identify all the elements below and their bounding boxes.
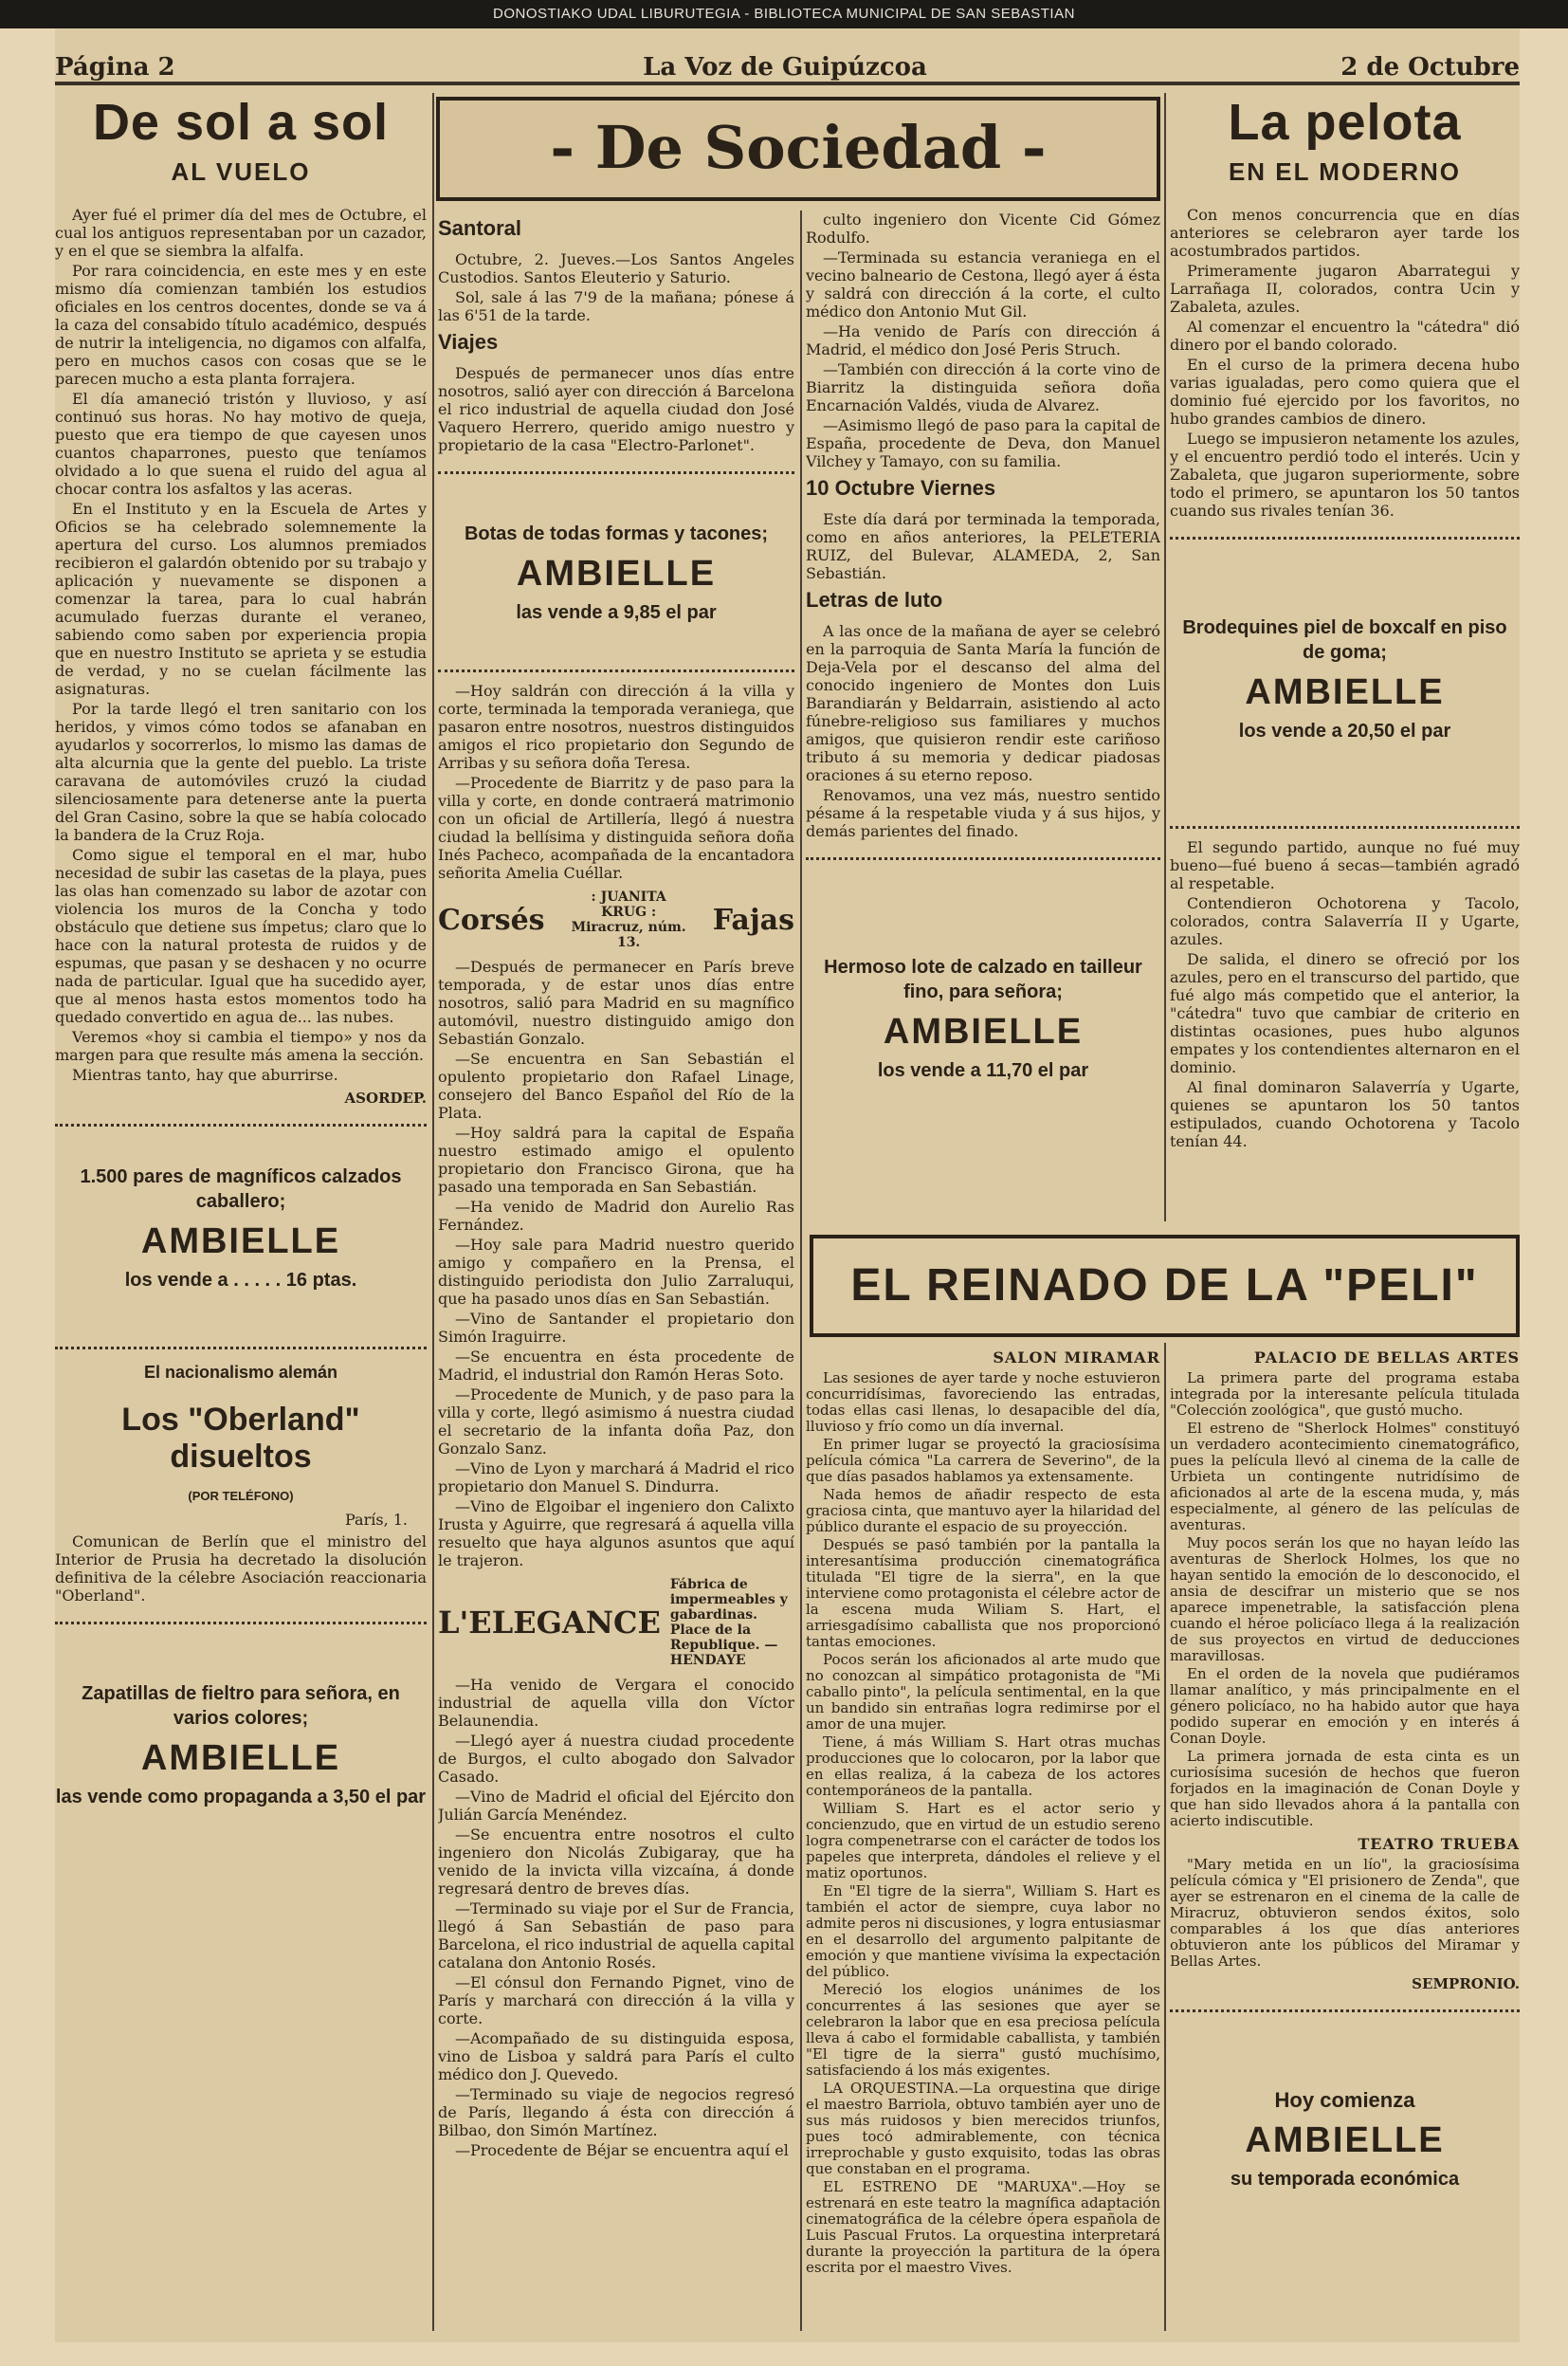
paragraph: —Llegó ayer á nuestra ciudad procedente de Burgos, el culto abogado don Salvador Casado.	[438, 1732, 794, 1786]
news-title: Los "Oberland" disueltos	[121, 1402, 360, 1475]
paragraph: —Procedente de Munich, y de paso para la villa y corte, llegó asimismo á nuestra ciudad el secretario de la infanta doña Paz, don Gonzalo Sanz.	[438, 1385, 794, 1458]
paragraph: En el curso de la primera decena hubo varias igualadas, pero como quiera que el dominio fué ejercido por los favoritos, no hubo grandes cambios de dinero.	[1170, 356, 1520, 428]
ad-fajas: Fajas	[712, 903, 794, 937]
paragraph: Mereció los elogios unánimes de los concurrentes á las sesiones que ayer se celebraron la labor que en esa preciosa película lleva á cabo el formidable caballista, y también "El tigre de la sierra" gustó muchísimo, satisfaciendo á los más exigentes.	[806, 1981, 1160, 2079]
news-body: Comunican de Berlín que el ministro del Interior de Prusia ha decretado la disolución definitiva de la célebre Asociación reaccionaria "Oberland".	[55, 1532, 427, 1605]
ad-text: Hermoso lote de calzado en tailleur fino, para señora;	[824, 957, 1142, 1002]
paragraph: A las once de la mañana de ayer se celebró en la parroquia de Santa María la función de Deja-Vela por el descanso del alma del conocido ingeniero de Montes don Luis Barandiarán y Beldarrain, asistiendo al acto fúnebre-religioso sus familiares y muchos amigos, que quisieron rendir este cariñoso tributo á su memoria y dedicar piadosas oraciones á su eterno reposo.	[806, 622, 1160, 784]
elegance-ad	[438, 1577, 794, 1668]
section-heading-octubre: 10 Octubre Viernes	[806, 476, 996, 500]
paragraph: —Vino de Elgoibar el ingeniero don Calixto Irusta y Aguirre, que regresará á aquella villa resuelto que haya algunos asuntos que aquí le trajeron.	[438, 1497, 794, 1569]
divider	[55, 1116, 427, 1127]
section-heading-luto: Letras de luto	[806, 588, 943, 612]
paragraph: Mientras tanto, hay que aburrirse.	[72, 1066, 338, 1084]
corses-ad	[438, 890, 794, 950]
paragraph: William S. Hart es el actor serio y concienzudo, que en virtud de un estudio sereno logra compenetrarse con el carácter de todos los papeles que interpreta, dándoles el relieve y el matiz oportunos.	[806, 1800, 1160, 1881]
paragraph: La primera jornada de esta cinta es un curiosísima sucesión de hechos que fueron forjados en la imaginación de Conan Doyle y que han sido llevados ahora á la pantalla con acierto indiscutible.	[1170, 1748, 1520, 1829]
paragraph: —Terminado su viaje por el Sur de Francia, llegó á San Sebastián de paso para Barcelona, el rico industrial de aquella capital catalana don Antonio Rosés.	[438, 1899, 794, 1972]
ad-brand: AMBIELLE	[140, 1738, 341, 1778]
paragraph: Nada hemos de añadir respecto de esta graciosa cinta, que mantuvo ayer la hilaridad del público durante el espacio de su proyección.	[806, 1486, 1160, 1535]
ad-price: las vende a 9,85 el par	[516, 602, 717, 623]
paragraph: Luego se impusieron netamente los azules, y el encuentro perdió todo el interés. Ucin y Zabaleta, que jugaron superiormente, sobre todo el primero, se apuntaron los 50 tantos cuando sus rivales tenían 36.	[1170, 430, 1520, 520]
paragraph: En "El tigre de la sierra", William S. Hart es también el actor de siempre, cuya labor no admite peros ni discusiones, y logra entusiasmar en el desarrollo del argumento palpitante de emoción y que mantiene vivísima la expectación del público.	[806, 1882, 1160, 1980]
newspaper-page	[55, 28, 1520, 2342]
ad-brand: AMBIELLE	[516, 554, 717, 594]
masthead	[55, 44, 1520, 82]
divider	[1170, 2002, 1520, 2012]
ad-brand: AMBIELLE	[140, 1221, 341, 1261]
divider	[438, 662, 794, 672]
paragraph: —Terminada su estancia veraniega en el vecino balneario de Cestona, llegó ayer á ésta y saldrá con dirección á la corte, el culto médico don Antonio Mut Gil.	[806, 248, 1160, 321]
paragraph: Este día dará por terminada la temporada, como en años anteriores, la PELETERIA RUIZ, del Bulevar, ALAMEDA, 2, San Sebastián.	[806, 510, 1160, 582]
paragraph: El día amaneció tristón y lluvioso, y así continuó sus horas. No hay motivo de queja, puesto que era tiempo de que cayesen unos cuantos chaparrones, puesto que teníamos olvidado a lo que suena el ruido del agua al chocar contra los asfaltos y las aceras.	[55, 390, 427, 498]
paragraph: —Ha venido de París con dirección á Madrid, el médico don José Peris Struch.	[806, 322, 1160, 358]
paragraph: —También con dirección á la corte vino de Biarritz la distinguida señora doña Encarnación Valdés, viuda de Alvarez.	[806, 360, 1160, 414]
column-peli-miramar	[806, 1343, 1160, 2331]
divider	[1170, 818, 1520, 829]
ad-text: 1.500 pares de magníficos calzados caballero;	[80, 1166, 402, 1212]
section-heading-santoral: Santoral	[438, 216, 522, 240]
ad-corses-shop: : JUANITA KRUG : Miracruz, núm. 13.	[571, 890, 686, 950]
paragraph: —Ha venido de Vergara el conocido industrial de aquella villa don Víctor Belaunendia.	[438, 1676, 794, 1730]
paragraph: —Después de permanecer en París breve temporada, y de estar unos días entre nosotros, salió para Madrid en su magnífico automóvil, nuestro distinguido amigo don Sebastián Gonzalo.	[438, 958, 794, 1048]
paragraph: —Se encuentra entre nosotros el culto ingeniero don Nicolás Zubigaray, que ha venido de la invicta villa vizcaína, á donde regresará dentro de breves días.	[438, 1825, 794, 1898]
paragraph: En el Instituto y en la Escuela de Artes y Oficios se ha celebrado solemnemente la apertura del curso. Los alumnos premiados recibieron el galardón obtenido por su trabajo y aplicación y nuevamente se disponen a comenzar la tarea, para lo cual habrán acumulado fuerzas durante el veraneo, sabiendo como saben por experiencia propia que en nuestro Instituto se aprieta y se estudia de verdad, y no se cuelan fácilmente las asignaturas.	[55, 500, 427, 698]
ad-price: los vende a 11,70 el par	[877, 1060, 1089, 1081]
article-title-sol: De sol a sol	[92, 94, 390, 151]
paragraph: —Ha venido de Madrid don Aurelio Ras Fernández.	[438, 1198, 794, 1234]
paragraph: Pocos serán los aficionados al arte mudo que no conozcan al simpático protagonista de "Mi caballo pinto", la película sentimental, en la que un bandido sin entrañas logra redimirse por el amor de una mujer.	[806, 1651, 1160, 1733]
paragraph: El segundo partido, aunque no fué muy bueno—fué bueno á secas—también agradó al respetable.	[1170, 838, 1520, 892]
ad-elegance-brand: L'ELEGANCE	[438, 1605, 661, 1641]
article-subtitle-sol: AL VUELO	[171, 157, 311, 186]
paragraph: —Hoy sale para Madrid nuestro querido amigo y compañero en la Prensa, el distinguido periodista don Julio Zarraluqui, que ha pasado unos días en San Sebastián.	[438, 1236, 794, 1308]
divider	[806, 850, 1160, 860]
news-dateline: París, 1.	[345, 1511, 408, 1529]
paragraph: Por la tarde llegó el tren sanitario con los heridos, y vimos cómo todos se afanaban en ayudarlos y socorrerlos, lo mismo las damas de alta alcurnia que la gente del pueblo. La triste caravana de automóviles cruzó la ciudad silenciosamente para detenerse ante la puerta del Gran Casino, sobre la que se había colocado la bandera de la Cruz Roja.	[55, 700, 427, 844]
paragraph: Al comenzar el encuentro la "cátedra" dió dinero por el bando colorado.	[1170, 318, 1520, 354]
paragraph: En el orden de la novela que pudiéramos llamar analítico, y más principalmente en el género policíaco, no ha habido autor que haya podido superar en emoción y en interés á Conan Doyle.	[1170, 1665, 1520, 1747]
section-heading-trueba: TEATRO TRUEBA	[1358, 1835, 1520, 1853]
paragraph: —Asimismo llegó de paso para la capital de España, procedente de Deva, don Manuel Vilchey y Tamayo, con su familia.	[806, 416, 1160, 470]
paragraph: Con menos concurrencia que en días anteriores se celebraron ayer tarde los acostumbrados partidos.	[1170, 206, 1520, 260]
paragraph: Al final dominaron Salaverría y Ugarte, quienes se apuntaron los 50 tantos estipulados, cuando Ochotorena y Tacolo tenían 44.	[1170, 1078, 1520, 1150]
ad-brand: AMBIELLE	[883, 1012, 1084, 1052]
page-number: Página 2	[55, 53, 175, 82]
divider	[55, 1339, 427, 1349]
ambielle-ad-brodequines	[1170, 615, 1520, 743]
ad-price: las vende como propaganda a 3,50 el par	[55, 1787, 427, 1807]
ambielle-ad-tailleur	[806, 955, 1160, 1082]
paragraph: La primera parte del programa estaba integrada por la interesante película titulada "Colección zoológica", que gustó mucho.	[1170, 1369, 1520, 1419]
masthead-rule	[55, 82, 1520, 85]
section-heading-viajes: Viajes	[438, 330, 499, 354]
column-divider	[800, 211, 802, 2331]
news-via: (POR TELÉFONO)	[188, 1489, 294, 1503]
column-pelota	[1170, 93, 1520, 1221]
paragraph: Contendieron Ochotorena y Tacolo, colorados, contra Salaverría II y Ugarte, azules.	[1170, 894, 1520, 948]
ambielle-ad-zapatillas	[55, 1681, 427, 1808]
section-banner-sociedad: - De Sociedad -	[436, 97, 1160, 201]
ad-price: los vende a . . . . . 16 ptas.	[124, 1270, 357, 1291]
paragraph: Ayer fué el primer día del mes de Octubre, el cual los antiguos representaban por un cazador, y en el que se siembra la alfalfa.	[55, 206, 427, 260]
paragraph: Renovamos, una vez más, nuestro sentido pésame á la respetable viuda y á sus hijos, y demás parientes del finado.	[806, 786, 1160, 840]
paragraph: —Se encuentra en ésta procedente de Madrid, el industrial don Ramón Heras Soto.	[438, 1348, 794, 1384]
paragraph: Las sesiones de ayer tarde y noche estuvieron concurridísimas, favoreciendo las entradas, todas ellas casi llenas, lo desapacible del día, lluvioso y frío como un día invernal.	[806, 1369, 1160, 1435]
article-signature: ASORDEP.	[344, 1090, 427, 1107]
paragraph: —Acompañado de su distinguida esposa, vino de Lisboa y saldrá para París el culto médico don J. Quevedo.	[438, 2029, 794, 2083]
article-subtitle-pelota: EN EL MODERNO	[1228, 157, 1462, 186]
ad-text: Zapatillas de fieltro para señora, en varios colores;	[82, 1683, 400, 1729]
ad-text: Hoy comienza	[1274, 2088, 1415, 2112]
paragraph: LA ORQUESTINA.—La orquestina que dirige el maestro Barriola, obtuvo también ayer uno de sus más ruidosos y bien merecidos triunfos, pues tocó admirablemente, con técnica irreprochable y gusto exquisito, todas las obras que constaban en el programa.	[806, 2080, 1160, 2177]
divider	[1170, 529, 1520, 540]
section-heading-bellas-artes: PALACIO DE BELLAS ARTES	[1253, 1348, 1520, 1366]
ambielle-ad-temporada	[1170, 2088, 1520, 2191]
ad-corses: Corsés	[438, 903, 545, 937]
paragraph: Muy pocos serán los que no hayan leído las aventuras de Sherlock Holmes, los que no hayan sentido la emoción de lo desconocido, el ansia de descifrar un misterio que se nos aparece impenetrable, la satisfacción plena cuando el héroe policíaco llega á la realización de sus proyectos en virtud de deducciones maravillosas.	[1170, 1534, 1520, 1664]
article-signature: SEMPRONIO.	[1412, 1975, 1520, 1992]
paragraph: Como sigue el temporal en el mar, hubo necesidad de subir las casetas de la playa, pues las olas han comenzado su labor de azotar con violencia los muros de la Concha y todo obstáculo que detiene sus ímpetus; claro que lo hace con la natural protesta de ruidos y de espumas, que pasan y se deshacen y no ocurre nada de particular. Igual que ha sucedido ayer, que al menos hasta estos momentos todo ha quedado convertido en agua de... las nubes.	[55, 846, 427, 1026]
column-sociedad-a	[438, 211, 794, 2331]
ad-brand: AMBIELLE	[1245, 672, 1445, 712]
section-heading-miramar: SALON MIRAMAR	[993, 1348, 1160, 1366]
ad-text: Brodequines piel de boxcalf en piso de goma;	[1182, 617, 1507, 663]
ambielle-ad-caballero	[55, 1165, 427, 1292]
paragraph: —Hoy saldrán con dirección á la villa y corte, terminada la temporada veraniega, que pasaron entre nosotros, nuestros distinguidos amigos el rico propietario don Segundo de Arribas y su señora doña Teresa.	[438, 682, 794, 772]
paragraph: Tiene, á más William S. Hart otras muchas producciones que lo colocaron, por la labor que en ellas realiza, á la cabeza de los actores contemporáneos de la pantalla.	[806, 1733, 1160, 1799]
paragraph: De salida, el dinero se ofreció por los azules, pero en el transcurso del partido, que fué algo más competido que el anterior, la "cátedra" tuvo que cambiar de criterio en distintas ocasiones, pues hubo algunos empates y los contendientes alternaron en el dominio.	[1170, 950, 1520, 1076]
ad-brand: AMBIELLE	[1245, 2120, 1445, 2160]
paragraph: Después se pasó también por la pantalla la interesantísima producción cinematográfica titulada "El tigre de la sierra", en la que interviene como protagonista el célebre actor de la escena muda Wiliam S. Hart, el arriesgadísimo caballista que nos proporcionó tantas emociones.	[806, 1536, 1160, 1650]
archive-header: DONOSTIAKO UDAL LIBURUTEGIA - BIBLIOTECA MUNICIPAL DE SAN SEBASTIAN	[0, 0, 1568, 28]
paragraph: —Se encuentra en San Sebastián el opulento propietario don Rafael Linage, consejero del Banco Español del Río de la Plata.	[438, 1050, 794, 1122]
ad-text: Botas de todas formas y tacones;	[464, 523, 769, 544]
ad-tagline: su temporada económica	[1230, 2169, 1460, 2190]
paragraph: —Procedente de Béjar se encuentra aquí el	[455, 2141, 789, 2159]
paragraph: —Vino de Madrid el oficial del Ejército don Julián García Menéndez.	[438, 1788, 794, 1824]
paragraph: —El cónsul don Fernando Pignet, vino de París y marchará con dirección á la villa y corte.	[438, 1973, 794, 2027]
paragraph: Por rara coincidencia, en este mes y en este mismo día comienzan también los estudios oficiales en los centros docentes, donde se va á la caza del consabido título académico, después de nutrir la inteligencia, no digamos con alfalfa, pero en muchos casos con cosas que se le parecen mucho a esta planta forrajera.	[55, 262, 427, 388]
issue-date: 2 de Octubre	[1340, 53, 1520, 82]
column-sociedad-b	[806, 211, 1160, 1225]
paragraph: culto ingeniero don Vicente Cid Gómez Rodulfo.	[806, 211, 1160, 247]
ambielle-ad-botas	[438, 522, 794, 624]
paragraph: Primeramente jugaron Abarrategui y Larrañaga II, colorados, contra Ucin y Zabaleta, azules.	[1170, 262, 1520, 316]
paragraph: —Hoy saldrá para la capital de España nuestro estimado amigo el opulento propietario don Francisco Girona, que ha pasado una temporada en San Sebastián.	[438, 1124, 794, 1196]
column-sol	[55, 93, 427, 2331]
paragraph: Después de permanecer unos días entre nosotros, salió ayer con dirección á Barcelona el rico industrial de aquella ciudad don José Vaquero Herrero, querido amigo nuestro y propietario de la casa "Electro-Parlonet".	[438, 364, 794, 454]
newspaper-title: La Voz de Guipúzcoa	[643, 53, 927, 82]
column-peli-bellas-artes	[1170, 1343, 1520, 2331]
ad-elegance-text: Fábrica de impermeables y gabardinas. Place de la Republique. — HENDAYE	[669, 1577, 788, 1668]
paragraph: Octubre, 2. Jueves.—Los Santos Angeles Custodios. Santos Eleuterio y Saturio.	[438, 250, 794, 286]
paragraph: —Vino de Santander el propietario don Simón Iraguirre.	[438, 1310, 794, 1346]
paragraph: Sol, sale á las 7'9 de la mañana; pónese á las 6'51 de la tarde.	[438, 288, 794, 324]
paragraph: En primer lugar se proyectó la graciosísima película cómica "La carrera de Severino", de la que días pasados hablamos ya extensamente.	[806, 1436, 1160, 1485]
column-divider	[1164, 1343, 1166, 2331]
paragraph: —Vino de Lyon y marchará á Madrid el rico propietario don Manuel S. Dindurra.	[438, 1459, 794, 1495]
divider	[55, 1614, 427, 1624]
article-title-pelota: La pelota	[1228, 94, 1462, 151]
paragraph: El estreno de "Sherlock Holmes" constituyó un verdadero acontecimiento cinematográfico, pues la película llevó al cinema de la calle de Urbieta un contingente nutridísimo de aficionados al arte de la escena muda, y, más especialmente, al género de las películas de aventuras.	[1170, 1420, 1520, 1533]
paragraph: Veremos «hoy si cambia el tiempo» y nos da margen para que resulte más amena la sección.	[55, 1028, 427, 1064]
divider	[438, 464, 794, 474]
paragraph: EL ESTRENO DE "MARUXA".—Hoy se estrenará en este teatro la magnífica adaptación cinematográfica de la célebre ópera española de Luis Pascual Frutos. La orquestina interpretará durante la proyección la partitura de la ópera escrita por el maestro Vives.	[806, 2178, 1160, 2276]
paragraph: —Terminado su viaje de negocios regresó de París, llegando á ésta con dirección á Bilbao, don Simón Martínez.	[438, 2085, 794, 2139]
section-banner-peli: EL REINADO DE LA "PELI"	[810, 1235, 1520, 1337]
paragraph: —Procedente de Biarritz y de paso para la villa y corte, en donde contraerá matrimonio con un oficial de Artillería, llegó á nuestra ciudad la bellísima y distinguida señora doña Inés Pacheco, acompañada de la encantadora señorita Amelia Cuéllar.	[438, 774, 794, 882]
column-divider	[432, 93, 434, 2331]
column-divider	[1164, 93, 1166, 1221]
ad-price: los vende a 20,50 el par	[1238, 721, 1451, 742]
news-kicker: El nacionalismo alemán	[143, 1363, 338, 1382]
paragraph: "Mary metida en un lío", la graciosísima película cómica y "El prisionero de Zenda", que ayer se estrenaron en el cinema de la calle de Miracruz, obtuvieron sendos éxitos, solo comparables á los que días anteriores obtuvieron ante los públicos del Miramar y Bellas Artes.	[1170, 1856, 1520, 1970]
